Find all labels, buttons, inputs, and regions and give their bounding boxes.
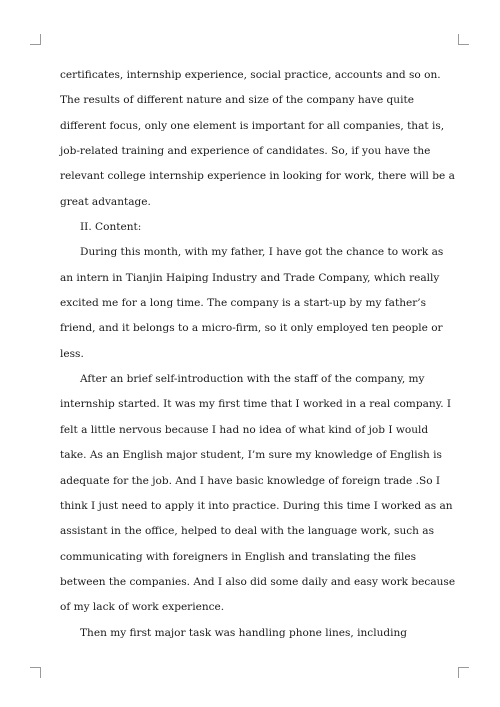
text-line: relevant college internship experience in looking for work, there will be a <box>60 170 455 183</box>
text-line: During this month, with my father, I have got the chance to work as <box>80 246 444 259</box>
crop-mark-bottom-left <box>30 667 41 678</box>
text-line: of my lack of work experience. <box>60 601 225 614</box>
crop-mark-top-left <box>30 34 41 45</box>
document-body <box>60 63 456 646</box>
text-line: communicating with foreigners in English and translating the files <box>60 550 417 563</box>
text-line: take. As an English major student, I’m sure my knowledge of English is <box>60 449 442 462</box>
text-line: internship started. It was my first time that I worked in a real company. I <box>60 398 452 411</box>
text-line: Then my first major task was handling phone lines, including <box>80 626 408 639</box>
text-line: different focus, only one element is important for all companies, that is, <box>60 119 445 132</box>
text-line: certificates, internship experience, social practice, accounts and so on. <box>60 69 441 81</box>
crop-mark-bottom-right <box>458 667 469 678</box>
text-line: friend, and it belongs to a micro-firm, so it only employed ten people or <box>60 322 443 335</box>
text-line: assistant in the office, helped to deal with the language work, such as <box>60 525 434 538</box>
text-line: an intern in Tianjin Haiping Industry and Trade Company, which really <box>60 271 440 284</box>
text-line: felt a little nervous because I had no idea of what kind of job I would <box>60 423 429 436</box>
text-line: The results of different nature and size of the company have quite <box>60 94 414 107</box>
text-line: less. <box>60 347 84 360</box>
text-line: great advantage. <box>60 195 151 208</box>
text-line: II. Content: <box>80 221 142 234</box>
text-line: adequate for the job. And I have basic knowledge of foreign trade .So I <box>60 474 441 487</box>
crop-mark-top-right <box>458 34 469 45</box>
text-line: between the companies. And I also did some daily and easy work because <box>60 575 456 588</box>
text-line: excited me for a long time. The company is a start-up by my father’s <box>60 297 427 310</box>
text-line: After an brief self-introduction with the staff of the company, my <box>80 373 425 386</box>
text-line: think I just need to apply it into practice. During this time I worked as an <box>60 499 453 512</box>
text-line: job-related training and experience of candidates. So, if you have the <box>60 145 431 158</box>
